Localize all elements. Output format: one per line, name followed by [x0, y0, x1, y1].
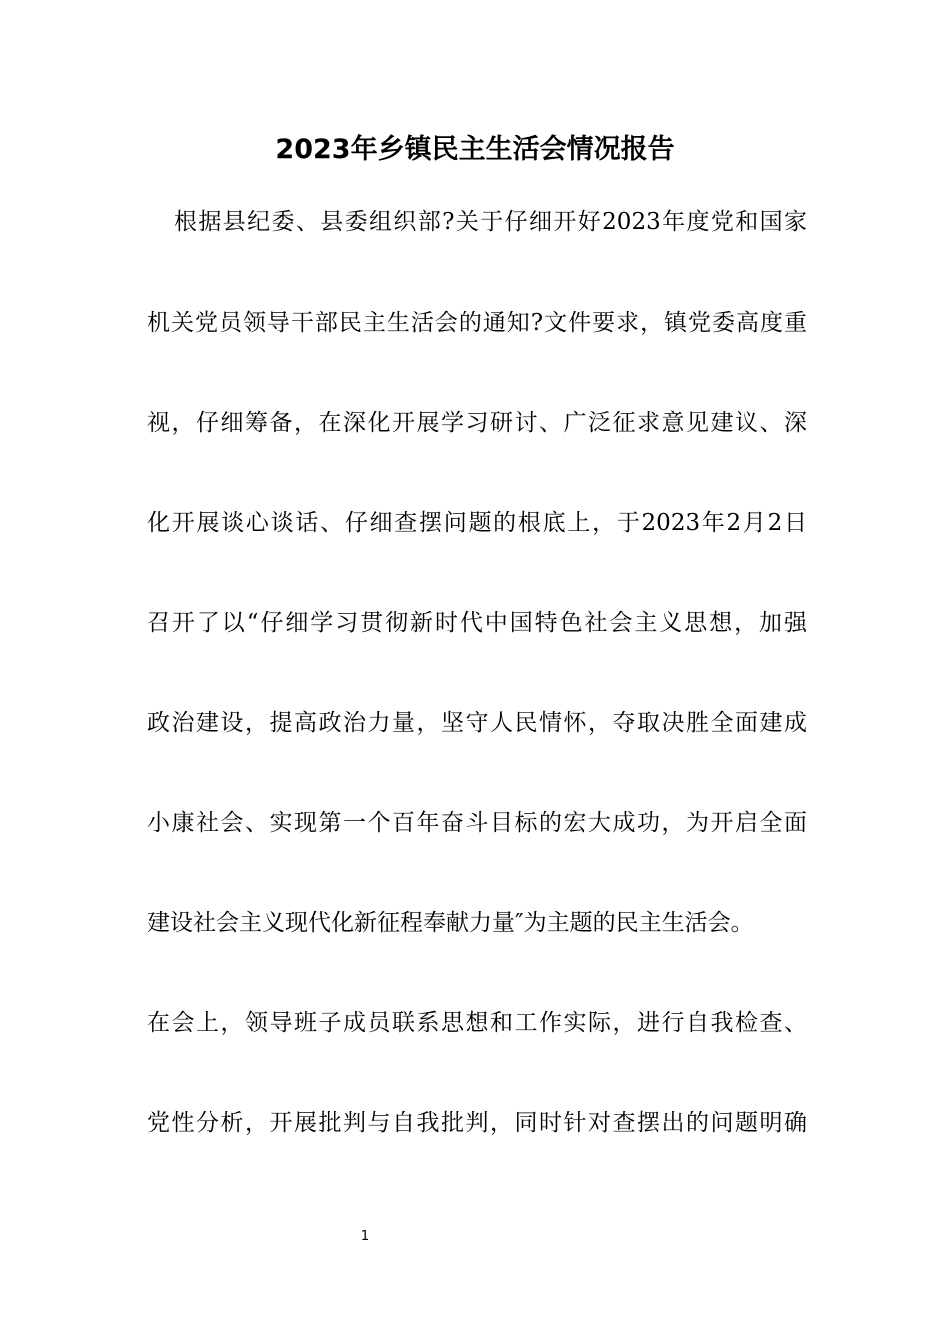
- paragraph-line: 政治建设，提高政治力量，坚守人民情怀，夺取决胜全面建成: [147, 710, 807, 736]
- document-title: 2023年乡镇民主生活会情况报告: [275, 134, 675, 165]
- page-number: 1: [360, 1229, 370, 1244]
- paragraph-line: 建设社会主义现代化新征程奉献力量″为主题的民主生活会。: [147, 910, 754, 936]
- paragraph-line: 召开了以“仔细学习贯彻新时代中国特色社会主义思想，加强: [147, 610, 807, 636]
- paragraph-line: 化开展谈心谈话、仔细查摆问题的根底上，于2023年2月2日: [147, 510, 807, 536]
- paragraph-line: 机关党员领导干部民主生活会的通知?文件要求，镇党委高度重: [147, 310, 807, 336]
- paragraph-line: 根据县纪委、县委组织部?关于仔细开好2023年度党和国家: [174, 209, 807, 235]
- paragraph-line: 小康社会、实现第一个百年奋斗目标的宏大成功，为开启全面: [147, 810, 807, 836]
- paragraph-line: 视，仔细筹备，在深化开展学习研讨、广泛征求意见建议、深: [147, 410, 807, 436]
- paragraph-line: 党性分析，开展批判与自我批判，同时针对查摆出的问题明确: [147, 1110, 807, 1136]
- paragraph-line: 在会上，领导班子成员联系思想和工作实际，进行自我检查、: [147, 1010, 807, 1036]
